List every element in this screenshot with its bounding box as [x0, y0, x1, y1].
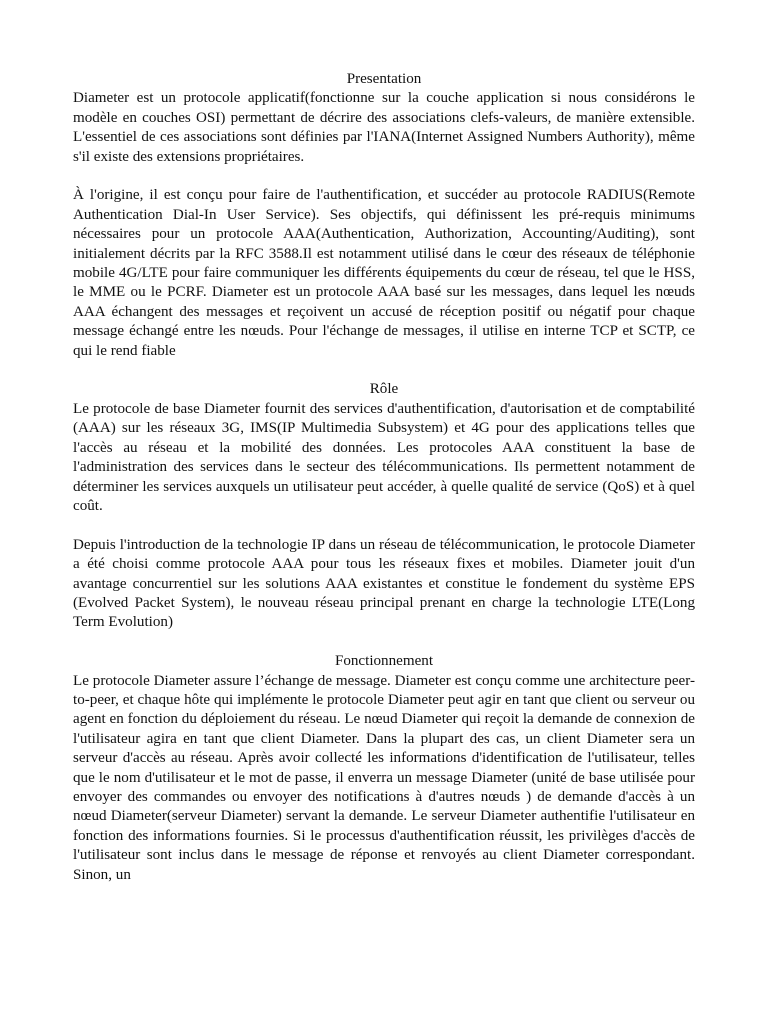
paragraph-gap [73, 633, 695, 652]
document-page [73, 70, 695, 885]
heading-fonctionnement: Fonctionnement [334, 653, 434, 670]
paragraph-gap [73, 361, 695, 380]
paragraph-role-2: Depuis l'introduction de la technologie IP dans un réseau de télécommunication, le protocole Diameter a été choisi comme protocole AAA pour tous les réseaux fixes et mobiles. Diameter jouit d'un avantage concurrentiel sur les solutions AAA existantes et constitue le fondement du système EPS (Evolved Packet System), le nouveau réseau principal prenant en charge la technologie LTE(Long Term Evolution) [73, 536, 695, 631]
heading-presentation: Presentation [346, 71, 422, 87]
paragraph-gap [73, 516, 695, 535]
heading-role: Rôle [369, 381, 399, 398]
paragraph-fonctionnement-1: Le protocole Diameter assure l’échange de message. Diameter est conçu comme une architecture peer-to-peer, et chaque hôte qui implémente le protocole Diameter peut agir en tant que client ou serveur ou agent en fonction du déploiement du réseau. Le nœud Diameter qui reçoit la demande de connexion de l'utilisateur agira en tant que client Diameter. Dans la plupart des cas, un client Diameter sera un serveur d'accès au réseau. Après avoir collecté les informations d'identification de l'utilisateur, telles que le nom d'utilisateur et le mot de passe, il enverra un message Diameter (unité de base utilisée pour envoyer des commandes ou envoyer des notifications à d'autres nœuds ) de demande d'accès à un nœud Diameter(serveur Diameter) servant la demande. Le serveur Diameter authentifie l'utilisateur en fonction des informations fournies. Si le processus d'authentification réussit, les privilèges d'accès de l'utilisateur sont inclus dans le message de réponse et renvoyés au client Diameter correspondant. Sinon, un [73, 672, 695, 883]
paragraph-presentation-1: Diameter est un protocole applicatif(fonctionne sur la couche application si nous considérons le modèle en couches OSI) permettant de décrire des associations clefs-valeurs, de manière extensible. L'essentiel de ces associations sont définies par l'IANA(Internet Assigned Numbers Authority), même s'il existe des extensions propriétaires. [73, 90, 695, 165]
paragraph-role-1: Le protocole de base Diameter fournit des services d'authentification, d'autorisation et de comptabilité (AAA) sur les réseaux 3G, IMS(IP Multimedia Subsystem) et 4G pour des applications telles que l'accès au réseau et la mobilité des données. Les protocoles AAA constituent la base de l'administration des services dans le secteur des télécommunications. Ils permettent notamment de déterminer les services auxquels un utilisateur peut accéder, à quelle qualité de service (QoS) et à quel coût. [73, 400, 695, 514]
paragraph-presentation-2: À l'origine, il est conçu pour faire de l'authentification, et succéder au protocole RADIUS(Remote Authentication Dial-In User Service). Ses objectifs, qui définissent les pré-requis minimums nécessaires pour un protocole AAA(Authentication, Authorization, Accounting/Auditing), sont initialement décrits par la RFC 3588.Il est notamment utilisé dans le cœur des réseaux de téléphonie mobile 4G/LTE pour faire communiquer les différents équipements du cœur de réseau, tel que le HSS, le MME ou le PCRF. Diameter est un protocole AAA basé sur les messages, dans lequel les nœuds AAA échangent des messages et reçoivent un accusé de réception positif ou négatif pour chaque message échangé entre les nœuds. Pour l'échange de messages, il utilise en interne TCP et SCTP, ce qui le rend fiable [73, 187, 695, 359]
paragraph-gap [73, 167, 695, 186]
